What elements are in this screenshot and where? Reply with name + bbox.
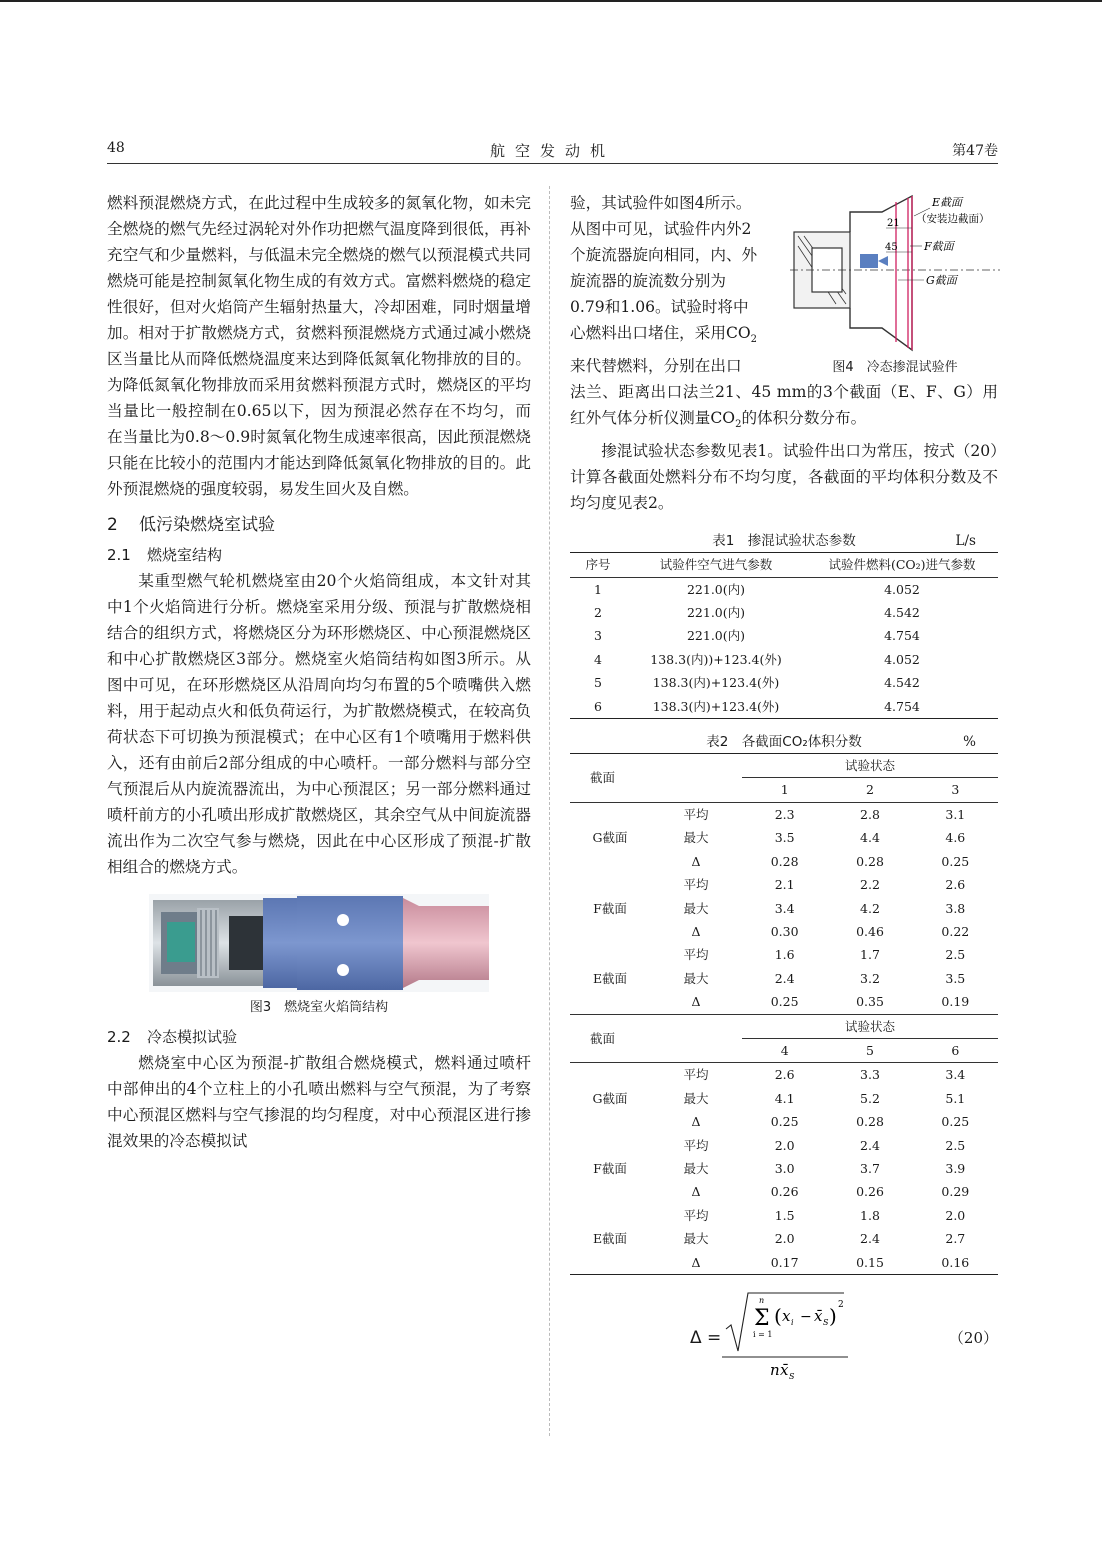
- table-cell: 5: [594, 675, 602, 691]
- measurement-text-end: 的体积分数分布。: [741, 409, 867, 428]
- table-cell: 1.8: [860, 1207, 880, 1223]
- table-row: [570, 1204, 998, 1227]
- table-cell: 2.4: [774, 970, 795, 986]
- figure-3-liner-structure: [149, 894, 489, 992]
- section-name: G截面: [570, 802, 650, 873]
- table-cell: 2.7: [945, 1231, 966, 1247]
- table-cell: 0.22: [941, 923, 970, 939]
- table-header-row: [570, 754, 998, 778]
- table-cell: 4: [594, 651, 602, 667]
- table-cell: 4.052: [884, 651, 920, 667]
- table-row: [570, 695, 998, 719]
- paragraph-measurement: [570, 379, 998, 438]
- table-cell: 4.1: [774, 1090, 795, 1106]
- table-cell: 3.3: [827, 1063, 912, 1087]
- co2-subscript-2: 2: [735, 419, 742, 431]
- section-name: F截面: [593, 900, 627, 916]
- co2-subscript: 2: [750, 334, 758, 346]
- table-2-title: [570, 731, 998, 753]
- table-cell: 最大: [683, 1231, 709, 1247]
- table-cell: 2.3: [742, 802, 827, 826]
- e-section-label: E截面: [932, 196, 963, 209]
- section-number: 2: [107, 515, 118, 535]
- table-cell: 1.6: [774, 947, 795, 963]
- table-cell: 0.19: [941, 994, 970, 1010]
- table-cell: 1.7: [860, 947, 880, 963]
- table-cell: 平均: [683, 947, 709, 963]
- table-row: [570, 577, 998, 601]
- table-cell: 0.26: [770, 1184, 799, 1200]
- table-cell: 2.0: [945, 1207, 966, 1223]
- subsection-heading-2-1: [107, 542, 531, 568]
- table-cell: 221.0(内): [686, 581, 746, 597]
- paragraph-cold-test: 燃烧室中心区为预混-扩散组合燃烧模式，燃料通过喷杆中部伸出的4个立柱上的小孔喷出燃料与空气预混，为了考察中心预混区燃料与空气掺混的均匀程度，对中心预混区进行掺混效果的冷态模拟试: [107, 1054, 531, 1150]
- denom-xbar: x̄: [780, 1361, 789, 1379]
- var-s: S: [823, 1318, 829, 1327]
- sum-lower: i = 1: [753, 1330, 773, 1339]
- table-1-header: 试验件空气进气参数: [626, 553, 806, 577]
- var-xbar: x̄: [814, 1307, 823, 1325]
- section-name: F截面: [593, 1160, 627, 1176]
- page-header: [107, 138, 998, 164]
- table-row: [570, 1134, 998, 1157]
- table-2: [570, 753, 998, 1275]
- table-cell: 0.15: [856, 1254, 884, 1270]
- section-column-header: 截面: [570, 1014, 742, 1063]
- journal-name: 航空发动机: [489, 142, 615, 160]
- section-title: 低污染燃烧室试验: [139, 515, 275, 535]
- table-cell: 最大: [683, 900, 709, 916]
- table-cell: 138.3(内))+123.4(外): [650, 651, 782, 667]
- table-header-row: [570, 1014, 998, 1038]
- table-cell: 0.28: [856, 853, 884, 869]
- state-column-header: 试验状态: [742, 1014, 998, 1038]
- table-cell: 最大: [683, 970, 709, 986]
- table-cell: 1: [594, 581, 602, 597]
- table-cell: 3.2: [860, 970, 880, 986]
- section-heading-2: [107, 512, 531, 538]
- table-cell: Δ: [691, 1184, 701, 1200]
- wrap-line-1: 验，其试验件如图4所示。: [570, 194, 752, 212]
- table-cell: 221.0(内): [686, 628, 746, 644]
- table-cell: 2.4: [860, 1231, 880, 1247]
- table-cell: 3.4: [913, 1063, 998, 1087]
- table-cell: 0.28: [856, 1114, 884, 1130]
- table-1-header: 试验件燃料(CO₂)进气参数: [806, 553, 998, 577]
- left-column: [107, 190, 531, 1154]
- var-i: i: [791, 1318, 794, 1327]
- table-cell: 4.6: [945, 830, 966, 846]
- column-divider: [549, 186, 550, 1436]
- measurement-text: 法兰、距离出口法兰21、45 mm的3个截面（E、F、G）用红外气体分析仪测量CO: [570, 383, 998, 428]
- table-cell: 4.4: [860, 830, 880, 846]
- wrap-line-2: 从图中可见，试验件内外2: [570, 220, 752, 238]
- denom-n: n: [770, 1361, 780, 1379]
- section-name: G截面: [570, 1063, 650, 1134]
- flange-section-label: （安装边截面）: [916, 213, 990, 225]
- right-paren: ): [829, 1304, 837, 1328]
- table-cell: 平均: [650, 802, 742, 826]
- table-cell: 3.0: [774, 1160, 795, 1176]
- table-cell: 5.1: [945, 1090, 966, 1106]
- table-cell: 2.0: [774, 1231, 795, 1247]
- table-cell: 0.25: [770, 994, 799, 1010]
- table-cell: 4.754: [884, 698, 920, 714]
- table-cell: 0.25: [941, 853, 970, 869]
- table-cell: Δ: [691, 853, 701, 869]
- table-cell: 0.30: [770, 923, 799, 939]
- table-cell: 3.7: [860, 1160, 880, 1176]
- table-cell: Δ: [691, 994, 701, 1010]
- table-row: [570, 648, 998, 671]
- wrap-line-5: 0.79和1.06。试验时将中: [570, 298, 749, 316]
- table-1-body: [570, 577, 998, 718]
- table-cell: 最大: [683, 1160, 709, 1176]
- table-cell: 3.5: [945, 970, 966, 986]
- table-cell: 221.0(内): [686, 605, 746, 621]
- table-cell: 3.5: [774, 830, 795, 846]
- section-name: E截面: [592, 970, 628, 986]
- volume-label: 第47卷: [952, 143, 998, 159]
- square-exponent: 2: [838, 1300, 844, 1310]
- table-cell: 2.5: [945, 1137, 966, 1153]
- table-2-unit: %: [963, 734, 976, 751]
- table-cell: 最大: [683, 1090, 709, 1106]
- equation-body: [720, 1285, 880, 1381]
- state-number: 5: [866, 1042, 874, 1058]
- table-cell: 4.052: [884, 581, 920, 597]
- table-1: [570, 552, 998, 719]
- subsection-heading-2-2: [107, 1024, 531, 1050]
- table-cell: 平均: [683, 1137, 709, 1153]
- subsection-title: 冷态模拟试验: [147, 1028, 238, 1046]
- sum-upper: n: [759, 1296, 765, 1305]
- table-cell: 3: [594, 628, 602, 644]
- table-cell: 2.0: [774, 1137, 795, 1153]
- table-cell: 2.8: [827, 802, 912, 826]
- table-row: [570, 943, 998, 966]
- table-cell: 2.6: [742, 1063, 827, 1087]
- table-row: [570, 1063, 998, 1087]
- wrap-line-6-text: 心燃料出口堵住，采用CO: [570, 324, 751, 342]
- subsection-title: 燃烧室结构: [147, 546, 223, 564]
- page-number: 48: [107, 140, 125, 156]
- table-cell: 1.5: [774, 1207, 795, 1223]
- wrap-line-3: 个旋流器旋向相同，内、外: [570, 246, 758, 264]
- table-cell: 4.754: [884, 628, 920, 644]
- dim-45-label: 45: [885, 242, 898, 253]
- denom-s: S: [789, 1372, 795, 1381]
- right-column: [570, 190, 998, 1381]
- paragraph-test-params: 掺混试验状态参数见表1。试验件出口为常压，按式（20）计算各截面处燃料分布不均匀度，各截面的平均体积分数及不均匀度见表2。: [570, 442, 998, 513]
- wrap-line-4: 旋流器的旋流数分别为: [570, 272, 726, 290]
- left-paren: (: [774, 1304, 782, 1328]
- table-1-title: [570, 530, 998, 552]
- f-section-label: F截面: [924, 240, 954, 253]
- table-1-header: 序号: [570, 553, 626, 577]
- g-section-label: G截面: [926, 274, 957, 287]
- table-cell: 138.3(内)+123.4(外): [652, 675, 780, 691]
- paragraph-combustor-structure: 某重型燃气轮机燃烧室由20个火焰筒组成，本文针对其中1个火焰筒进行分析。燃烧室采用分级、预混与扩散燃烧相结合的组织方式，将燃烧区分为环形燃烧区、中心预混燃烧区和中心扩散燃烧区3部分。燃烧室火焰筒结构如图3所示。从图中可见，在环形燃烧区从沿周向均匀布置的5个喷嘴供入燃料，用于起动点火和低负荷运行，为扩散燃烧模式，在较高负荷状态下可切换为预混模式；在中心区有1个喷嘴用于燃料供入，还有由前后2部分组成的中心喷杆。一部分燃料与部分空气预混后从内旋流器流出，为中心预混区；另一部分燃料通过喷杆前方的小孔喷出形成扩散燃烧区，其余空气从中间旋流器流出作为二次空气参与燃烧，因此在中心区形成了预混-扩散相组合的燃烧方式。: [107, 572, 531, 876]
- top-rule: [0, 0, 1102, 2]
- paragraph-combustion-modes: 燃料预混燃烧方式，在此过程中生成较多的氮氧化物，如未完全燃烧的燃气先经过涡轮对外作功把燃气温度降到很低，再补充空气和少量燃料，与低温未完全燃烧的燃气以预混模式共同燃烧可能是控制氮氧化物生成的有效方式。富燃料燃烧的稳定性很好，但对火焰筒产生辐射热量大，冷却困难，同时烟量增加。相对于扩散燃烧方式，贫燃料预混燃烧方式通过减小燃烧区当量比从而降低燃烧温度来达到降低氮氧化物排放的目的。为降低氮氧化物排放而采用贫燃料预混方式时，燃烧区的平均当量比一般控制在0.65以下，因为预混必然存在不均匀，而在当量比为0.8～0.9时氮氧化物生成速率很高，因此预混燃烧只能在比较小的范围内才能达到降低氮氧化物排放的目的。此外预混燃烧的强度较弱，易发生回火及自燃。: [107, 194, 531, 498]
- equation-20: [570, 1285, 998, 1381]
- table-cell: 0.29: [941, 1184, 970, 1200]
- minus-sign: −: [800, 1309, 812, 1325]
- table-row: [570, 802, 998, 826]
- table-cell: 0.35: [856, 994, 884, 1010]
- state-number: 4: [780, 1042, 789, 1058]
- table-cell: 0.25: [941, 1114, 970, 1130]
- table-row: [570, 671, 998, 694]
- subsection-number: 2.2: [107, 1028, 131, 1046]
- state-number: 6: [951, 1042, 960, 1058]
- table-cell: 0.46: [856, 923, 884, 939]
- table-cell: 3.4: [774, 900, 795, 916]
- table-cell: 5.2: [860, 1090, 880, 1106]
- section-name: E截面: [592, 1231, 628, 1247]
- subsection-number: 2.1: [107, 546, 131, 564]
- table-cell: 0.16: [941, 1254, 970, 1270]
- table-cell: 4.542: [884, 675, 920, 691]
- table-cell: 0.25: [770, 1114, 799, 1130]
- section-column-header: 截面: [590, 770, 616, 786]
- table-cell: Δ: [691, 1254, 701, 1270]
- table-row: [570, 624, 998, 647]
- table-2-body: [570, 754, 998, 1275]
- table-cell: 平均: [650, 1063, 742, 1087]
- table-cell: 2.4: [860, 1137, 880, 1153]
- table-cell: 3.8: [945, 900, 966, 916]
- state-column-header: 试验状态: [742, 754, 998, 778]
- table-cell: 2.6: [945, 877, 966, 893]
- table-cell: 0.28: [770, 853, 799, 869]
- table-cell: 4.542: [884, 605, 920, 621]
- state-number: 3: [951, 782, 960, 798]
- state-number: 2: [866, 782, 874, 798]
- wrap-line-6: [570, 320, 780, 353]
- figure-4-caption: 图4 冷态掺混试验件: [832, 360, 958, 375]
- table-cell: 平均: [683, 877, 709, 893]
- table-cell: 3.9: [945, 1160, 966, 1176]
- table-cell: 3.1: [913, 802, 998, 826]
- table-cell: 6: [594, 698, 602, 714]
- table-cell: 最大: [683, 830, 709, 846]
- table-cell: Δ: [691, 923, 701, 939]
- table-1-unit: L/s: [955, 533, 976, 550]
- table-cell: 0.26: [856, 1184, 884, 1200]
- state-number: 1: [780, 782, 789, 798]
- sum-symbol: Σ: [754, 1306, 770, 1331]
- table-cell: 2.5: [945, 947, 966, 963]
- figure-3-caption: 图3 燃烧室火焰筒结构: [249, 1000, 389, 1015]
- table-2-title-text: 表2 各截面CO₂体积分数: [706, 734, 862, 751]
- table-cell: 0.17: [770, 1254, 799, 1270]
- table-row: [570, 601, 998, 624]
- var-x: x: [782, 1307, 791, 1325]
- equation-number: （20）: [948, 1329, 998, 1347]
- table-1-title-text: 表1 掺混试验状态参数: [712, 533, 856, 550]
- dim-21-label: 21: [887, 218, 900, 229]
- table-cell: Δ: [691, 1114, 701, 1130]
- table-cell: 4.2: [860, 900, 880, 916]
- table-cell: 2.1: [774, 877, 795, 893]
- equation-lhs: Δ =: [690, 1328, 722, 1348]
- table-cell: 平均: [683, 1207, 709, 1223]
- wrap-line-7: 来代替燃料，分别在出口: [570, 357, 742, 376]
- table-cell: 138.3(内)+123.4(外): [652, 698, 780, 714]
- table-cell: 2: [594, 605, 602, 621]
- table-row: [570, 873, 998, 896]
- table-cell: 2.2: [860, 877, 880, 893]
